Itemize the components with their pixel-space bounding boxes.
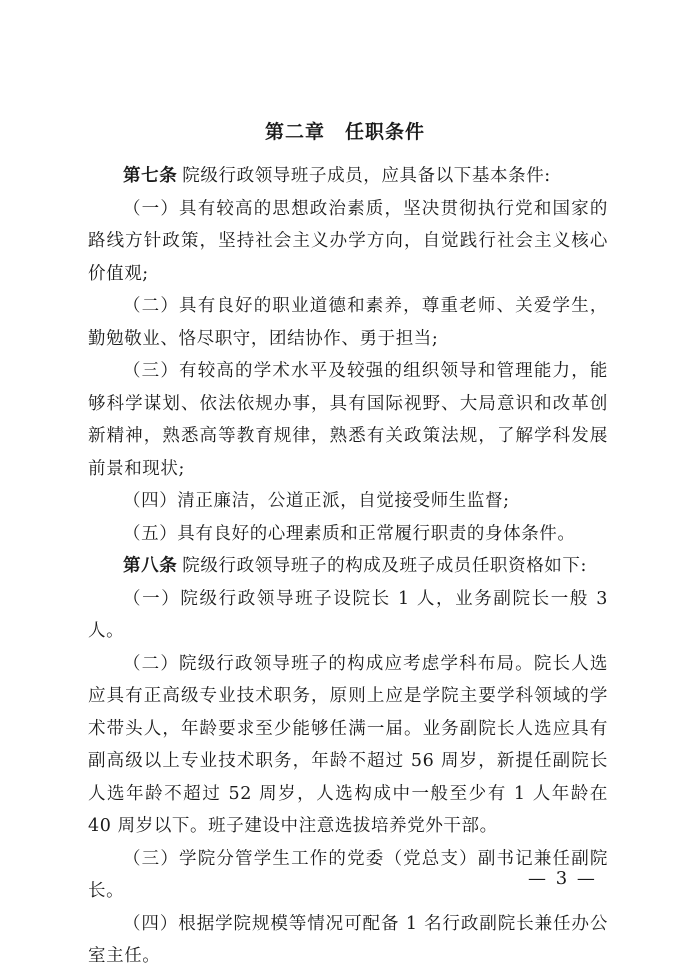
paragraph-item xyxy=(88,193,608,291)
paragraph-item xyxy=(88,485,608,518)
paragraph-text: （五）具有良好的心理素质和正常履行职责的身体条件。 xyxy=(123,523,576,544)
paragraph-article-7 xyxy=(88,160,608,193)
paragraph-item xyxy=(88,583,608,648)
paragraph-article-8 xyxy=(88,550,608,583)
article-number: 第七条 xyxy=(123,166,178,186)
document-body xyxy=(88,160,608,973)
paragraph-item xyxy=(88,908,608,973)
paragraph-text: （二）院级行政领导班子的构成应考虑学科布局。院长人选应具有正高级专业技术职务，原则上应是学院主要学科领域的学术带头人，年龄要求至少能够任满一届。业务副院长人选应具有副高级以上专业技术职务，年龄不超过 56 周岁，新提任副院长人选年龄不超过 52 周岁，人选构成中一般至少有 1 人年龄在 40 周岁以下。班子建设中注意选拔培养党外干部。 xyxy=(88,653,608,836)
paragraph-text: （一）具有较高的思想政治素质，坚决贯彻执行党和国家的路线方针政策，坚持社会主义办学方向，自觉践行社会主义核心价值观; xyxy=(88,198,608,284)
paragraph-item xyxy=(88,355,608,485)
page-number: — 3 — xyxy=(528,868,597,889)
paragraph-item xyxy=(88,290,608,355)
paragraph-text: （三）有较高的学术水平及较强的组织领导和管理能力，能够科学谋划、依法依规办事，具有国际视野、大局意识和改革创新精神，熟悉高等教育规律，熟悉有关政策法规，了解学科发展前景和现状; xyxy=(88,361,608,479)
paragraph-text: （四）根据学院规模等情况可配备 1 名行政副院长兼任办公室主任。 xyxy=(88,913,608,966)
paragraph-text: （四）清正廉洁，公道正派，自觉接受师生监督; xyxy=(123,491,510,511)
paragraph-item xyxy=(88,648,608,843)
paragraph-text: （一）院级行政领导班子设院长 1 人，业务副院长一般 3 人。 xyxy=(88,588,608,641)
paragraph-text: 院级行政领导班子的构成及班子成员任职资格如下: xyxy=(182,556,587,576)
paragraph-item xyxy=(88,518,608,551)
article-number: 第八条 xyxy=(123,556,178,576)
paragraph-text: 院级行政领导班子成员，应具备以下基本条件: xyxy=(182,166,551,186)
paragraph-text: （三）学院分管学生工作的党委（党总支）副书记兼任副院长。 xyxy=(88,848,608,901)
paragraph-text: （二）具有良好的职业道德和素养，尊重老师、关爱学生，勤勉敬业、恪尽职守，团结协作、勇于担当; xyxy=(88,296,608,349)
chapter-title: 第二章 任职条件 xyxy=(264,121,425,143)
